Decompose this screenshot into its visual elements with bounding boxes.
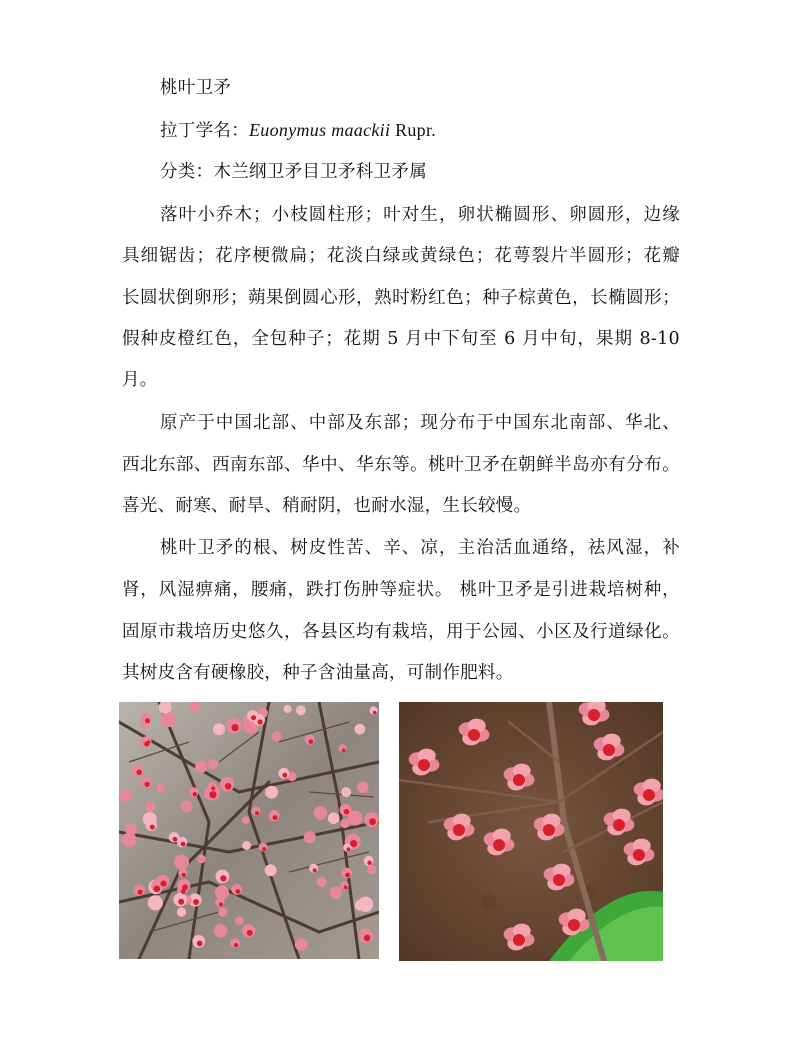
latin-name-label: 拉丁学名： xyxy=(160,121,249,141)
usage-line-4: 其树皮含有硬橡胶，种子含油量高，可制作肥料。 xyxy=(122,663,514,683)
description-line-3: 长圆状倒卵形；蒴果倒圆心形，熟时粉红色；种子棕黄色，长椭圆形； xyxy=(122,288,680,308)
description-line-4: 假种皮橙红色，全包种子；花期 5 月中下旬至 6 月中旬，果期 8-10 xyxy=(122,329,680,349)
photo-capsule-closeup xyxy=(399,702,663,961)
description-line-2: 具细锯齿；花序梗微扁；花淡白绿或黄绿色；花萼裂片半圆形；花瓣 xyxy=(122,246,680,266)
latin-name-binomial: Euonymus maackii xyxy=(249,120,391,140)
latin-name-line xyxy=(160,118,436,143)
photo-fruit-clusters xyxy=(119,702,379,959)
description-line-5: 月。 xyxy=(122,370,158,390)
page-title: 桃叶卫矛 xyxy=(160,78,232,98)
usage-line-3: 固原市栽培历史悠久，各县区均有栽培，用于公园、小区及行道绿化。 xyxy=(122,622,680,642)
description-line-1: 落叶小乔木；小枝圆柱形；叶对生，卵状椭圆形、卵圆形，边缘 xyxy=(160,205,680,225)
usage-line-1: 桃叶卫矛的根、树皮性苦、辛、凉，主治活血通络，祛风湿，补 xyxy=(160,538,680,558)
distribution-line-2: 西北东部、西南东部、华中、华东等。桃叶卫矛在朝鲜半岛亦有分布。 xyxy=(122,455,680,475)
distribution-line-3: 喜光、耐寒、耐旱、稍耐阴，也耐水湿，生长较慢。 xyxy=(122,496,532,516)
distribution-line-1: 原产于中国北部、中部及东部；现分布于中国东北南部、华北、 xyxy=(160,413,680,433)
usage-line-2: 肾，风湿痹痛，腰痛，跌打伤肿等症状。 桃叶卫矛是引进栽培树种， xyxy=(122,580,680,600)
latin-name-author: Rupr. xyxy=(390,120,437,140)
classification-line: 分类：木兰纲卫矛目卫矛科卫矛属 xyxy=(160,162,427,182)
